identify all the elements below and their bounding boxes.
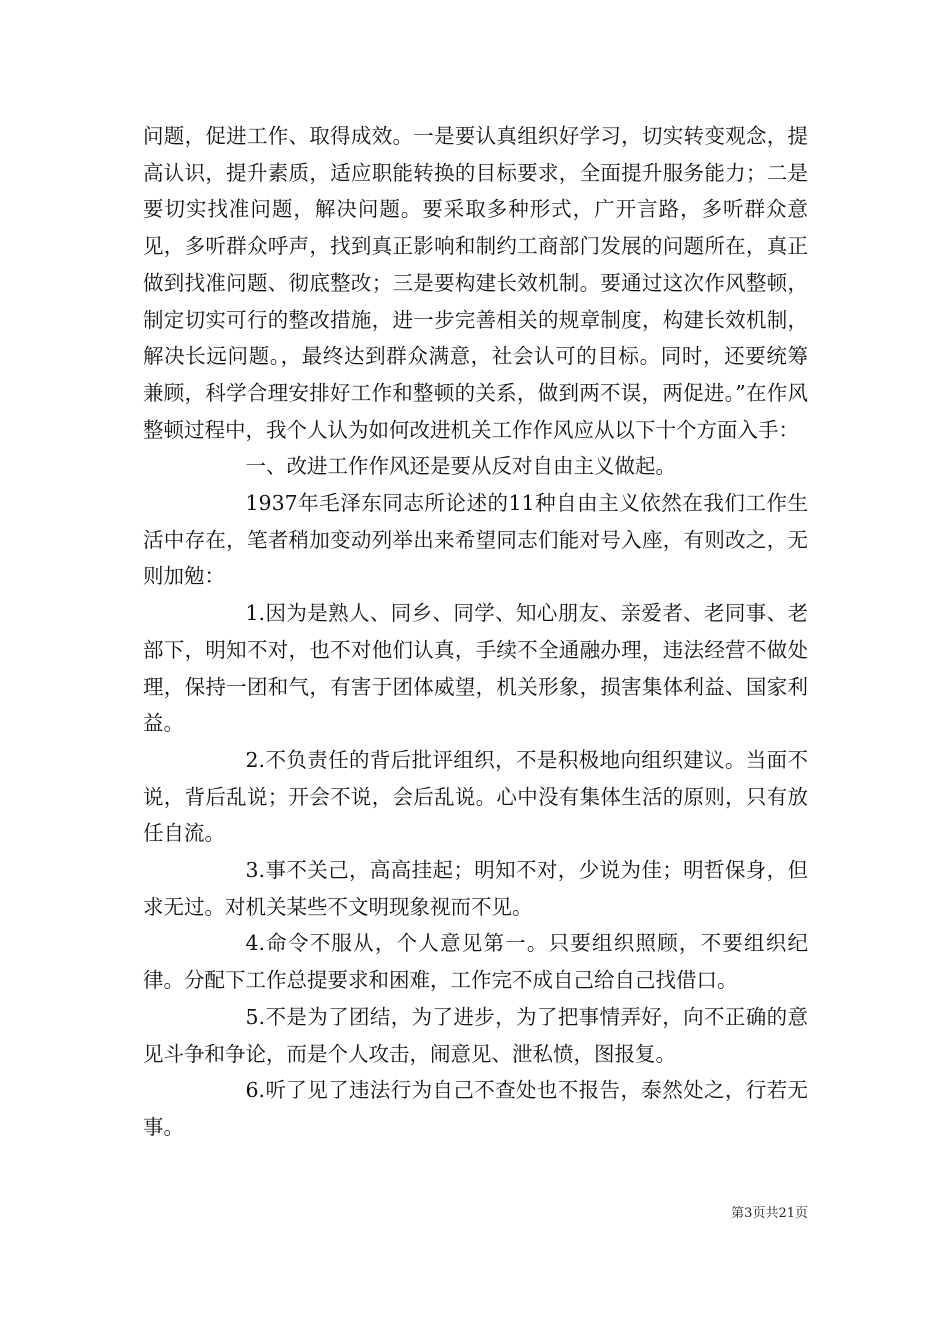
- body-text: [143, 118, 808, 1146]
- list-item-2: 2.不负责任的背后批评组织，不是积极地向组织建议。当面不说，背后乱说；开会不说，会后乱说。心中没有集体生活的原则，只有放任自流。: [143, 747, 808, 846]
- paragraph-continuation: 问题，促进工作、取得成效。一是要认真组织好学习，切实转变观念，提高认识，提升素质，适应职能转换的目标要求，全面提升服务能力；二是要切实找准问题，解决问题。要采取多种形式，广开言路，多听群众意见，多听群众呼声，找到真正影响和制约工商部门发展的问题所在，真正做到找准问题、彻底整改；三是要构建长效机制。要通过这次作风整顿，制定切实可行的整改措施，进一步完善相关的规章制度，构建长效机制，解决长远问题。，最终达到群众满意，社会认可的目标。同时，还要统筹兼顾，科学合理安排好工作和整顿的关系，做到两不误，两促进。”在作风整顿过程中，我个人认为如何改进机关工作作风应从以下十个方面入手：: [143, 124, 808, 442]
- list-item-6: 6.听了见了违法行为自己不查处也不报告，泰然处之，行若无事。: [143, 1078, 808, 1139]
- list-item-1: 1.因为是熟人、同乡、同学、知心朋友、亲爱者、老同事、老部下，明知不对，也不对他们认真，手续不全通融办理，违法经营不做处理，保持一团和气，有害于团体威望，机关形象，损害集体利益、国家利益。: [143, 601, 808, 736]
- list-item-5: 5.不是为了团结，为了进步，为了把事情弄好，向不正确的意见斗争和争论，而是个人攻击，闹意见、泄私愤，图报复。: [143, 1004, 808, 1066]
- paragraph-intro: 1937年毛泽东同志所论述的11种自由主义依然在我们工作生活中存在，笔者稍加变动列举出来希望同志们能对号入座，有则改之，无则加勉：: [143, 491, 808, 589]
- section-heading: 一、改进工作作风还是要从反对自由主义做起。: [245, 454, 676, 479]
- list-item-4: 4.命令不服从，个人意见第一。只要组织照顾，不要组织纪律。分配下工作总提要求和困难，工作完不成自己给自己找借口。: [143, 931, 808, 993]
- list-item-3: 3.事不关己，高高挂起；明知不对，少说为佳；明哲保身，但求无过。对机关某些不文明现象视而不见。: [143, 858, 808, 919]
- page-number-footer: 第3页共21页: [731, 1206, 808, 1221]
